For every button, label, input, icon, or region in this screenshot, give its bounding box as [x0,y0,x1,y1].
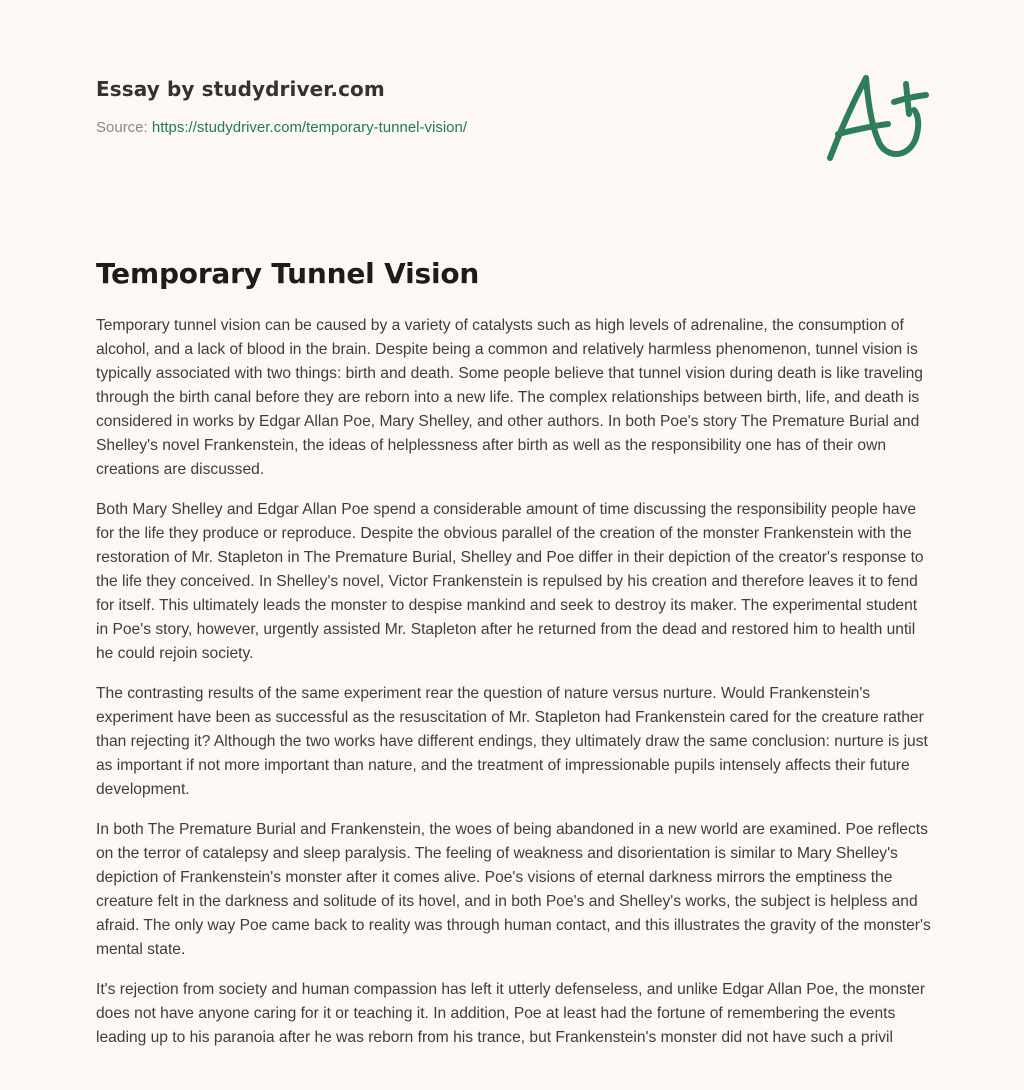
a-plus-grade-icon [818,62,938,172]
paragraph-2: Both Mary Shelley and Edgar Allan Poe spend a considerable amount of time discussing the responsibility people have for the life they produce or reproduce. Despite the obvious parallel of the creation of the monster Frankenstein with the restoration of Mr. Stapleton in The Premature Burial, Shelley and Poe differ in their depiction of the creator's response to the life they conceived. In Shelley's novel, Victor Frankenstein is repulsed by his creation and therefore leaves it to fend for itself. This ultimately leads the monster to despise mankind and seek to destroy its maker. The experimental student in Poe's story, however, urgently assisted Mr. Stapleton after he returned from the dead and restored him to health until he could rejoin society. [96,501,924,662]
paragraph-5: It's rejection from society and human compassion has left it utterly defenseless, and unlike Edgar Allan Poe, the monster does not have anyone caring for it or teaching it. In addition, Poe at least had the fortune of remembering the events leading up to his paranoia after he was reborn from his trance, but Frankenstein's monster did not have such a privil [96,981,926,1046]
source-link[interactable]: https://studydriver.com/temporary-tunnel-vision/ [151,119,467,136]
paragraph-1: Temporary tunnel vision can be caused by a variety of catalysts such as high levels of adrenaline, the consumption of alcohol, and a lack of blood in the brain. Despite being a common and relatively harmless phenomenon, tunnel vision is typically associated with two things: birth and death. Some people believe that tunnel vision during death is like traveling through the birth canal before they are reborn into a new life. The complex relationships between birth, life, and death is considered in works by Edgar Allan Poe, Mary Shelley, and other authors. In both Poe's story The Premature Burial and Shelley's novel Frankenstein, the ideas of helplessness after birth as well as the responsibility one has of their own creations are discussed. [96,317,923,478]
source-line [96,118,796,138]
paragraph-4: In both The Premature Burial and Frankenstein, the woes of being abandoned in a new world are examined. Poe reflects on the terror of catalepsy and sleep paralysis. The feeling of weakness and disorientation is similar to Mary Shelley's depiction of Frankenstein's monster after it comes alive. Poe's visions of eternal darkness mirrors the emptiness the creature felt in the darkness and solitude of its hovel, and in both Poe's and Shelley's works, the subject is helpless and afraid. The only way Poe came back to reality was through human contact, and this illustrates the gravity of the monster's mental state. [96,821,931,958]
article-title: Temporary Tunnel Vision [96,257,480,290]
a-plus-logo-svg [818,62,938,172]
paragraph-3: The contrasting results of the same experiment rear the question of nature versus nurture. Would Frankenstein's experiment have been as successful as the resuscitation of Mr. Stapleton had Frankenstein cared for the creature rather than rejecting it? Although the two works have different endings, they ultimately draw the same conclusion: nurture is just as important if not more important than nature, and the treatment of impressionable pupils intensely affects their future development. [96,685,928,798]
site-title: Essay by studydriver.com [96,77,385,101]
essay-article [96,254,932,1066]
essay-header [96,74,796,138]
source-label: Source: [96,119,148,136]
